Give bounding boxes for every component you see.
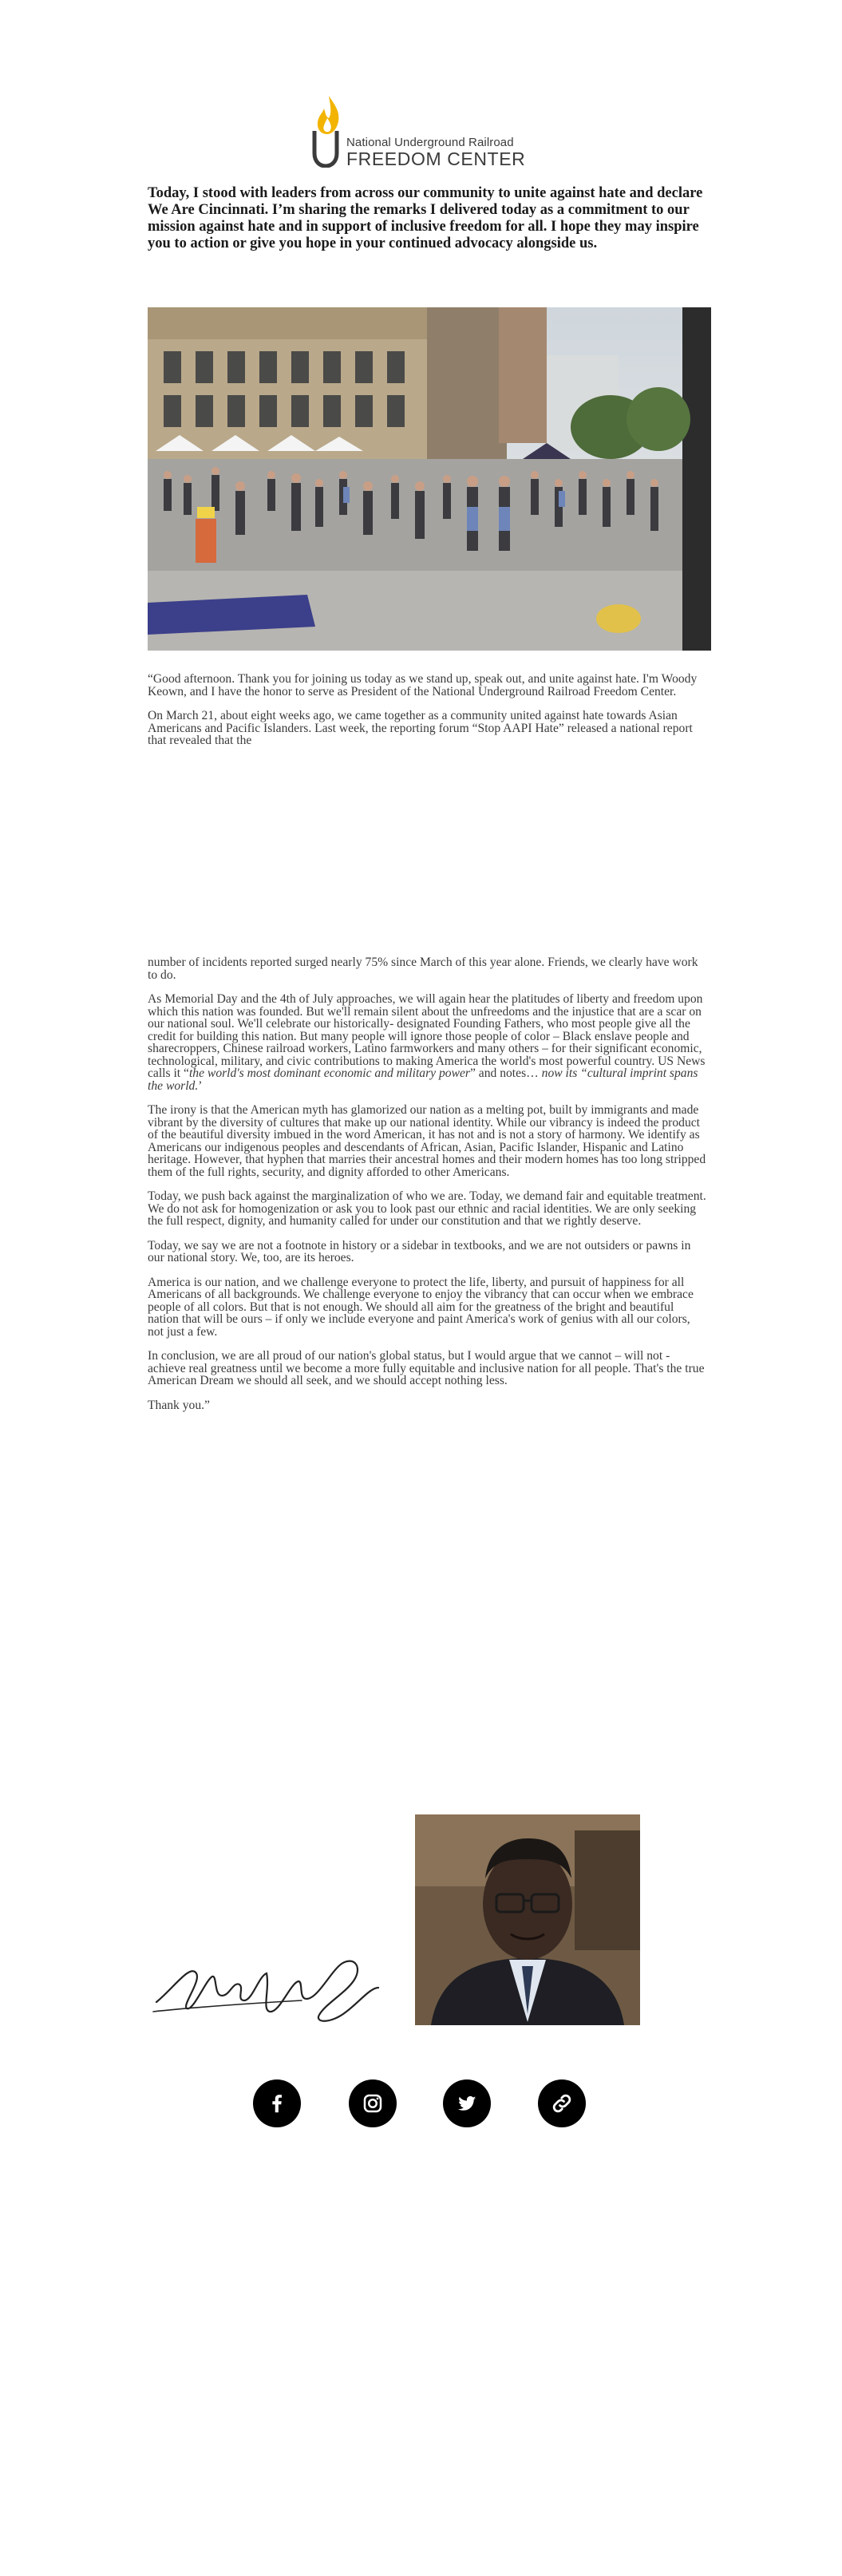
instagram-icon bbox=[361, 2091, 385, 2115]
speech-text: As Memorial Day and the 4th of July approaches, we will again hear the platitudes of liberty and freedom upon which this nation was founded. But we'll remain silent about the unfreedoms and the injustice that are a scar on our national soul. We'll celebrate our historically- designated Founding Fathers, who most people give all the credit for building this nation. But many people will ignore those people of color – Black enslave people and sharecroppers, Chinese railroad workers, Latino farmworkers and many others – for their significant economic, technological, military, and civic contributions to making America the world's most powerful country. US News calls it “ bbox=[148, 992, 706, 1080]
speech-paragraph: America is our nation, and we challenge everyone to protect the life, liberty, and pursuit of happiness for all Americans of all backgrounds. We challenge everyone to enjoy the vibrancy that can occur when we embrace people of all colors. But that is not enough. We should all aim for the greatness of the bright and beautiful nation that will be ours – if only we include everyone and paint America's work of genius with all our colors, not just a few. bbox=[148, 1275, 694, 1339]
facebook-icon bbox=[265, 2091, 289, 2115]
rally-photo bbox=[148, 307, 711, 651]
speech-quote: now its “cultural imprint spans the world. bbox=[148, 1066, 698, 1093]
speech-paragraph bbox=[148, 993, 706, 1092]
u-letter-mark bbox=[311, 129, 340, 168]
speech-paragraph: number of incidents reported surged nearly 75% since March of this year alone. Friends, we clearly have work to do. bbox=[148, 956, 698, 982]
speech-closing: Thank you.” bbox=[148, 1398, 210, 1412]
speech-paragraph: Today, we push back against the marginalization of who we are. Today, we demand fair and equitable treatment. We do not ask for homogenization or ask you to look past our ethnic and racial identities. We are only seeking the full respect, dignity, and humanity called for under our constitution and that we rightly deserve. bbox=[148, 1189, 706, 1228]
facebook-link[interactable] bbox=[253, 2079, 301, 2127]
freedom-center-logo[interactable] bbox=[311, 94, 543, 168]
logo-title: FREEDOM CENTER bbox=[346, 148, 526, 169]
speech-text: ’ bbox=[198, 1078, 203, 1093]
website-link[interactable] bbox=[538, 2079, 586, 2127]
twitter-icon bbox=[455, 2091, 479, 2115]
president-portrait bbox=[415, 1814, 640, 2025]
signature-image bbox=[150, 1932, 405, 2028]
twitter-link[interactable] bbox=[443, 2079, 491, 2127]
speech-text: ” and notes… bbox=[469, 1066, 542, 1080]
speech-section-1 bbox=[148, 673, 706, 759]
speech-paragraph: On March 21, about eight weeks ago, we came together as a community united against hate towards Asian Americans and Pacific Islanders. Last week, the reporting forum “Stop AAPI Hate” released a national report that revealed that the bbox=[148, 709, 693, 747]
intro-paragraph: Today, I stood with leaders from across our community to unite against hate and declare We Are Cincinnati. I’m sharing the remarks I delivered today as a commitment to our mission against hate and in support of inclusive freedom for all. I hope they may inspire you to action or give you hope in your continued advocacy alongside us. bbox=[148, 185, 703, 251]
speech-paragraph: Today, we say we are not a footnote in history or a sidebar in textbooks, and we are not outsiders or pawns in our national story. We, too, are its heroes. bbox=[148, 1238, 691, 1264]
speech-paragraph: “Good afternoon. Thank you for joining us today as we stand up, speak out, and unite against hate. I'm Woody Keown, and I have the honor to serve as President of the National Underground Railroad Freedom Center. bbox=[148, 672, 698, 698]
speech-paragraph: In conclusion, we are all proud of our nation's global status, but I would argue that we cannot – will not - achieve real greatness until we become a more fully equitable and inclusive nation for all people. That's the true American Dream we should all seek, and we should accept nothing less. bbox=[148, 1349, 705, 1387]
logo-subtitle: National Underground Railroad bbox=[346, 136, 514, 149]
link-icon bbox=[550, 2091, 574, 2115]
speech-quote: the world's most dominant economic and military power bbox=[188, 1066, 470, 1080]
speech-paragraph: The irony is that the American myth has glamorized our nation as a melting pot, built by immigrants and made vibrant by the diversity of cultures that make up our national identity. While our vibrancy is indeed the product of the beautiful diversity imbued in the word American, it has not and is not a story of harmony. We identify as Americans our indigenous peoples and descendants of African, Asian, Pacific Islander, Hispanic and Latino heritage. However, that hyphen that marries their ancestral homes and their modern homes has too long stripped them of the full rights, security, and dignity afforded to other Americans. bbox=[148, 1103, 706, 1179]
speech-section-2 bbox=[148, 956, 706, 1423]
instagram-link[interactable] bbox=[349, 2079, 397, 2127]
